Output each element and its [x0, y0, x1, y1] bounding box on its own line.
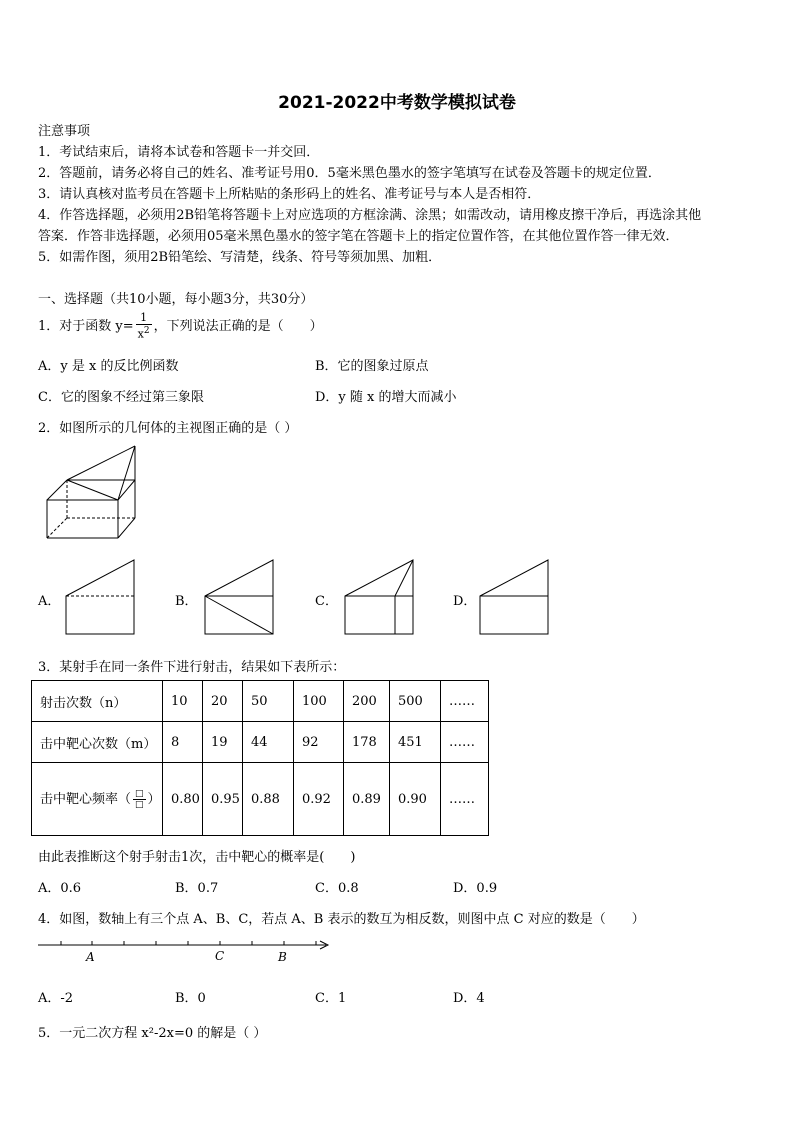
notice-heading: 注意事项: [38, 124, 91, 139]
notice-item-4: 4．作答选择题，必须用2B铅笔将答题卡上对应选项的方框涂满、涂黑；如需改动，请用橡皮擦干净后，再选涂其他: [38, 208, 702, 223]
q2-option-d[interactable]: D．: [453, 594, 477, 609]
notice-item-2: 2．答题前，请务必将自己的姓名、准考证号用0．5毫米黑色墨水的签字笔填写在试卷及答题卡的规定位置．: [38, 166, 661, 181]
q4-option-d[interactable]: D．4: [453, 991, 485, 1006]
q1-prefix: 1．对于函数 y=: [38, 318, 134, 334]
q3-option-d[interactable]: D．0.9: [453, 881, 498, 896]
frequency-fraction: [133, 789, 146, 810]
notice-item-1: 1．考试结束后，请将本试卷和答题卡一并交回．: [38, 145, 320, 160]
section-heading: 一、选择题（共10小题，每小题3分，共30分）: [38, 292, 314, 307]
number-line-label-a: A: [86, 950, 95, 964]
table-cell: 19: [203, 722, 243, 763]
q2-option-d-figure[interactable]: [478, 558, 550, 636]
q2-option-b-figure[interactable]: [203, 558, 275, 636]
q1-exponent: 2: [143, 326, 150, 336]
page-title: 2021-2022中考数学模拟试卷: [278, 93, 516, 113]
question-5-stem: 5．一元二次方程 x²-2x=0 的解是（ ）: [38, 1026, 267, 1041]
table-cell: 射击次数（n）: [32, 681, 163, 722]
table-cell: 200: [344, 681, 390, 722]
table-cell: 击中靶心次数（m）: [32, 722, 163, 763]
solid-figure: [40, 440, 150, 545]
q3-option-b[interactable]: B．0.7: [175, 881, 219, 896]
number-line-label-c: C: [215, 949, 225, 963]
table-cell: 92: [294, 722, 344, 763]
q1-numerator: 1: [136, 312, 152, 325]
table-cell: 0.90: [390, 763, 441, 836]
q1-option-a[interactable]: A．y 是 x 的反比例函数: [38, 359, 179, 374]
table-row: [32, 681, 489, 722]
question-3-stem: 3．某射手在同一条件下进行射击，结果如下表所示：: [38, 660, 346, 675]
table-cell: 0.95: [203, 763, 243, 836]
frequency-fraction-den: □: [135, 800, 144, 810]
q2-option-c[interactable]: C．: [315, 594, 338, 609]
table-cell: 0.88: [243, 763, 294, 836]
table-cell: 44: [243, 722, 294, 763]
table-cell: 0.92: [294, 763, 344, 836]
q3-option-c[interactable]: C．0.8: [315, 881, 359, 896]
q1-denominator: x: [137, 327, 144, 341]
q4-option-a[interactable]: A．-2: [38, 991, 74, 1006]
notice-item-4-cont: 答案．作答非选择题，必须用05毫米黑色墨水的签字笔在答题卡上的指定位置作答，在其他位置作答一律无效．: [38, 229, 679, 244]
q3-option-a[interactable]: A．0.6: [38, 881, 82, 896]
q4-option-c[interactable]: C．1: [315, 991, 347, 1006]
table-cell: 20: [203, 681, 243, 722]
table-row: [32, 722, 489, 763]
frequency-label-close: ）: [147, 792, 161, 807]
table-cell: 8: [163, 722, 203, 763]
table-cell: 0.89: [344, 763, 390, 836]
q1-option-c[interactable]: C．它的图象不经过第三象限: [38, 390, 204, 405]
frequency-label: 击中靶心频率（: [40, 792, 132, 807]
q2-option-b[interactable]: B．: [175, 594, 198, 609]
table-cell: ……: [441, 681, 489, 722]
table-cell: ……: [441, 763, 489, 836]
table-cell: 100: [294, 681, 344, 722]
notice-item-3: 3．请认真核对监考员在答题卡上所粘贴的条形码上的姓名、准考证号与本人是否相符．: [38, 187, 541, 202]
results-table: [31, 680, 489, 836]
question-4-stem: 4．如图，数轴上有三个点 A、B、C，若点 A、B 表示的数互为相反数，则图中点 C 对应的数是（ ）: [38, 912, 645, 927]
number-line: [34, 936, 334, 970]
table-cell: 500: [390, 681, 441, 722]
table-row: [32, 763, 489, 836]
q1-option-d[interactable]: D．y 随 x 的增大而减小: [315, 390, 457, 405]
number-line-label-b: B: [278, 950, 287, 964]
table-cell: ……: [441, 722, 489, 763]
table-cell: [32, 763, 163, 836]
q1-fraction: [136, 312, 152, 341]
notice-item-5: 5．如需作图，须用2B铅笔绘、写清楚，线条、符号等须加黑、加粗．: [38, 250, 442, 265]
question-1-stem: [38, 312, 323, 341]
q1-option-b[interactable]: B．它的图象过原点: [315, 359, 429, 374]
q2-option-a[interactable]: A．: [38, 594, 61, 609]
question-3-question: 由此表推断这个射手射击1次，击中靶心的概率是( ): [38, 850, 356, 865]
q4-option-b[interactable]: B．0: [175, 991, 206, 1006]
table-cell: 178: [344, 722, 390, 763]
frequency-fraction-num: □: [135, 789, 144, 799]
table-cell: 10: [163, 681, 203, 722]
q1-suffix: ，下列说法正确的是（ ）: [153, 318, 323, 334]
q2-option-a-figure[interactable]: [64, 558, 136, 636]
table-cell: 0.80: [163, 763, 203, 836]
question-2-stem: 2．如图所示的几何体的主视图正确的是（ ）: [38, 421, 298, 436]
table-cell: 50: [243, 681, 294, 722]
q2-option-c-figure[interactable]: [343, 558, 415, 636]
table-cell: 451: [390, 722, 441, 763]
